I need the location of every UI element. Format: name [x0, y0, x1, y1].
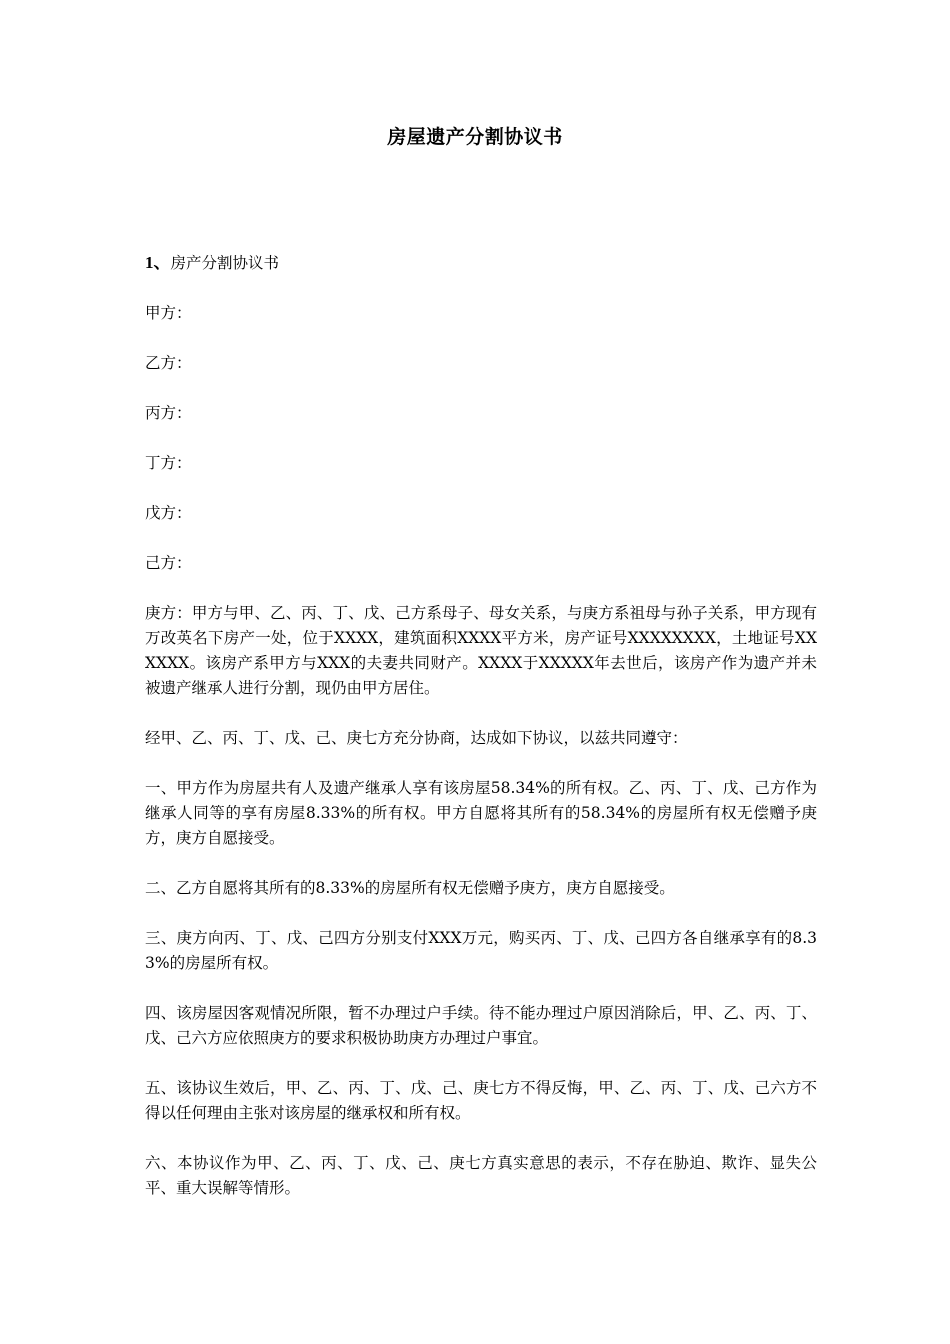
clause-1-paragraph: 一、甲方作为房屋共有人及遗产继承人享有该房屋58.34%的所有权。乙、丙、丁、戊、己方作为继承人同等的享有房屋8.33%的所有权。甲方自愿将其所有的58.34%的房屋所有权无偿赠予庚方，庚方自愿接受。 [145, 779, 817, 847]
clause-3-paragraph: 三、庚方向丙、丁、戊、己四方分别支付XXX万元，购买丙、丁、戊、己四方各自继承享有的8.33%的房屋所有权。 [145, 929, 817, 972]
clause-4-paragraph: 四、该房屋因客观情况所限，暂不办理过户手续。待不能办理过户原因消除后，甲、乙、丙、丁、戊、己六方应依照庚方的要求积极协助庚方办理过户事宜。 [145, 1004, 817, 1047]
clause-6-paragraph: 六、本协议作为甲、乙、丙、丁、戊、己、庚七方真实意思的表示，不存在胁迫、欺诈、显失公平、重大误解等情形。 [145, 1154, 817, 1197]
document-title: 房屋遗产分割协议书 [387, 126, 563, 148]
clause-5-paragraph: 五、该协议生效后，甲、乙、丙、丁、戊、己、庚七方不得反悔，甲、乙、丙、丁、戊、己六方不得以任何理由主张对该房屋的继承权和所有权。 [145, 1079, 817, 1122]
section-number: 1、 [145, 253, 171, 272]
section-heading-text: 房产分割协议书 [170, 254, 280, 272]
document-body [145, 250, 817, 1226]
section-heading [145, 250, 817, 276]
agreement-intro-paragraph: 经甲、乙、丙、丁、戊、己、庚七方充分协商，达成如下协议，以兹共同遵守： [145, 729, 688, 747]
party-c-line: 丙方： [145, 404, 192, 422]
party-e-line: 戊方： [145, 504, 192, 522]
party-g-background-paragraph: 庚方：甲方与甲、乙、丙、丁、戊、己方系母子、母女关系，与庚方系祖母与孙子关系，甲方现有万改英名下房产一处，位于XXXX，建筑面积XXXX平方米，房产证号XXXXXXXX，土地证号XXXXXX。该房产系甲方与XXX的夫妻共同财产。XXXX于XXXXX年去世后，该房产作为遗产并未被遗产继承人进行分割，现仍由甲方居住。 [145, 604, 817, 697]
party-b-line: 乙方： [145, 354, 192, 372]
clause-2-paragraph: 二、乙方自愿将其所有的8.33%的房屋所有权无偿赠予庚方，庚方自愿接受。 [145, 879, 675, 897]
party-d-line: 丁方： [145, 454, 192, 472]
party-f-line: 己方： [145, 554, 192, 572]
party-a-line: 甲方： [145, 304, 192, 322]
